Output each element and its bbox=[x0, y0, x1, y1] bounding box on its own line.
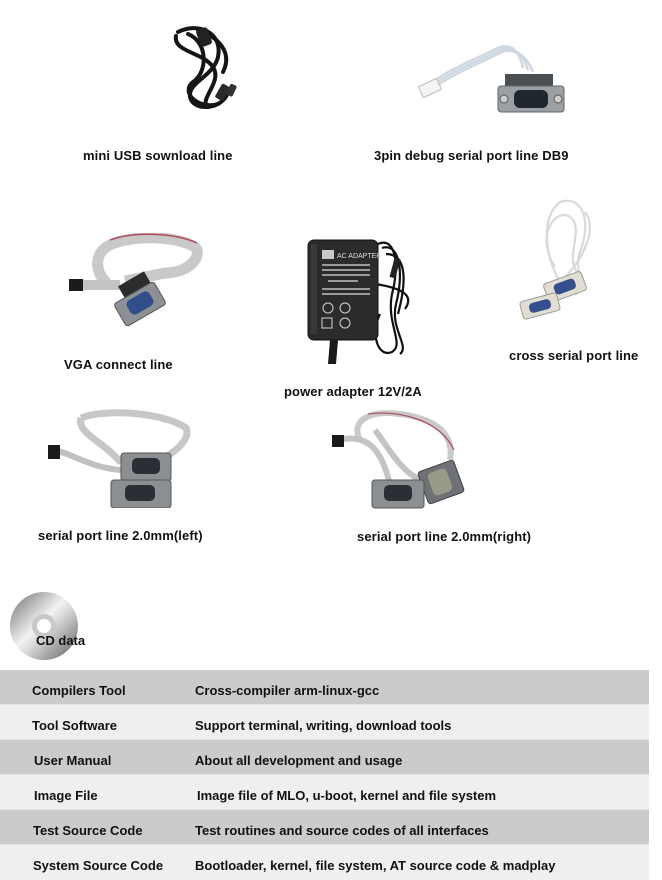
mini-usb-cable-image bbox=[168, 22, 248, 114]
table-row bbox=[0, 740, 649, 775]
serial-left-cable-image bbox=[46, 408, 191, 508]
cd-data-label: CD data bbox=[36, 633, 86, 648]
row-description: Test routines and source codes of all interfaces bbox=[195, 823, 489, 838]
adapter-label: AC ADAPTER bbox=[337, 253, 382, 260]
caption-serial-left: serial port line 2.0mm(left) bbox=[38, 528, 203, 543]
row-name: Tool Software bbox=[32, 718, 117, 733]
vga-cable-image bbox=[65, 233, 205, 328]
row-name: User Manual bbox=[34, 753, 112, 768]
caption-serial-right: serial port line 2.0mm(right) bbox=[357, 529, 532, 544]
table-row bbox=[0, 670, 649, 705]
table-row bbox=[0, 775, 649, 810]
row-name: System Source Code bbox=[33, 858, 164, 873]
row-description: Support terminal, writing, download tools bbox=[195, 718, 452, 733]
row-description: About all development and usage bbox=[195, 753, 403, 768]
table-row bbox=[0, 705, 649, 740]
cd-icon bbox=[8, 590, 80, 662]
power-adapter-image bbox=[300, 234, 415, 369]
caption-cross-serial: cross serial port line bbox=[509, 348, 639, 363]
table-row bbox=[0, 810, 649, 845]
row-name: Test Source Code bbox=[33, 823, 143, 838]
table-row bbox=[0, 845, 649, 880]
row-description: Image file of MLO, u-boot, kernel and file system bbox=[197, 788, 497, 803]
caption-power-adapter: power adapter 12V/2A bbox=[284, 384, 422, 399]
debug-serial-cable-image bbox=[418, 40, 573, 120]
caption-mini-usb: mini USB sownload line bbox=[83, 148, 233, 163]
cross-serial-cable-image bbox=[515, 197, 605, 322]
serial-right-cable-image bbox=[330, 410, 465, 510]
row-description: Cross-compiler arm-linux-gcc bbox=[195, 683, 380, 698]
cd-contents-table bbox=[0, 670, 649, 880]
row-description: Bootloader, kernel, file system, AT source code & madplay bbox=[195, 858, 556, 873]
caption-vga: VGA connect line bbox=[64, 357, 173, 372]
row-name: Compilers Tool bbox=[32, 683, 126, 698]
row-name: Image File bbox=[34, 788, 98, 803]
caption-debug-serial: 3pin debug serial port line DB9 bbox=[374, 148, 569, 163]
